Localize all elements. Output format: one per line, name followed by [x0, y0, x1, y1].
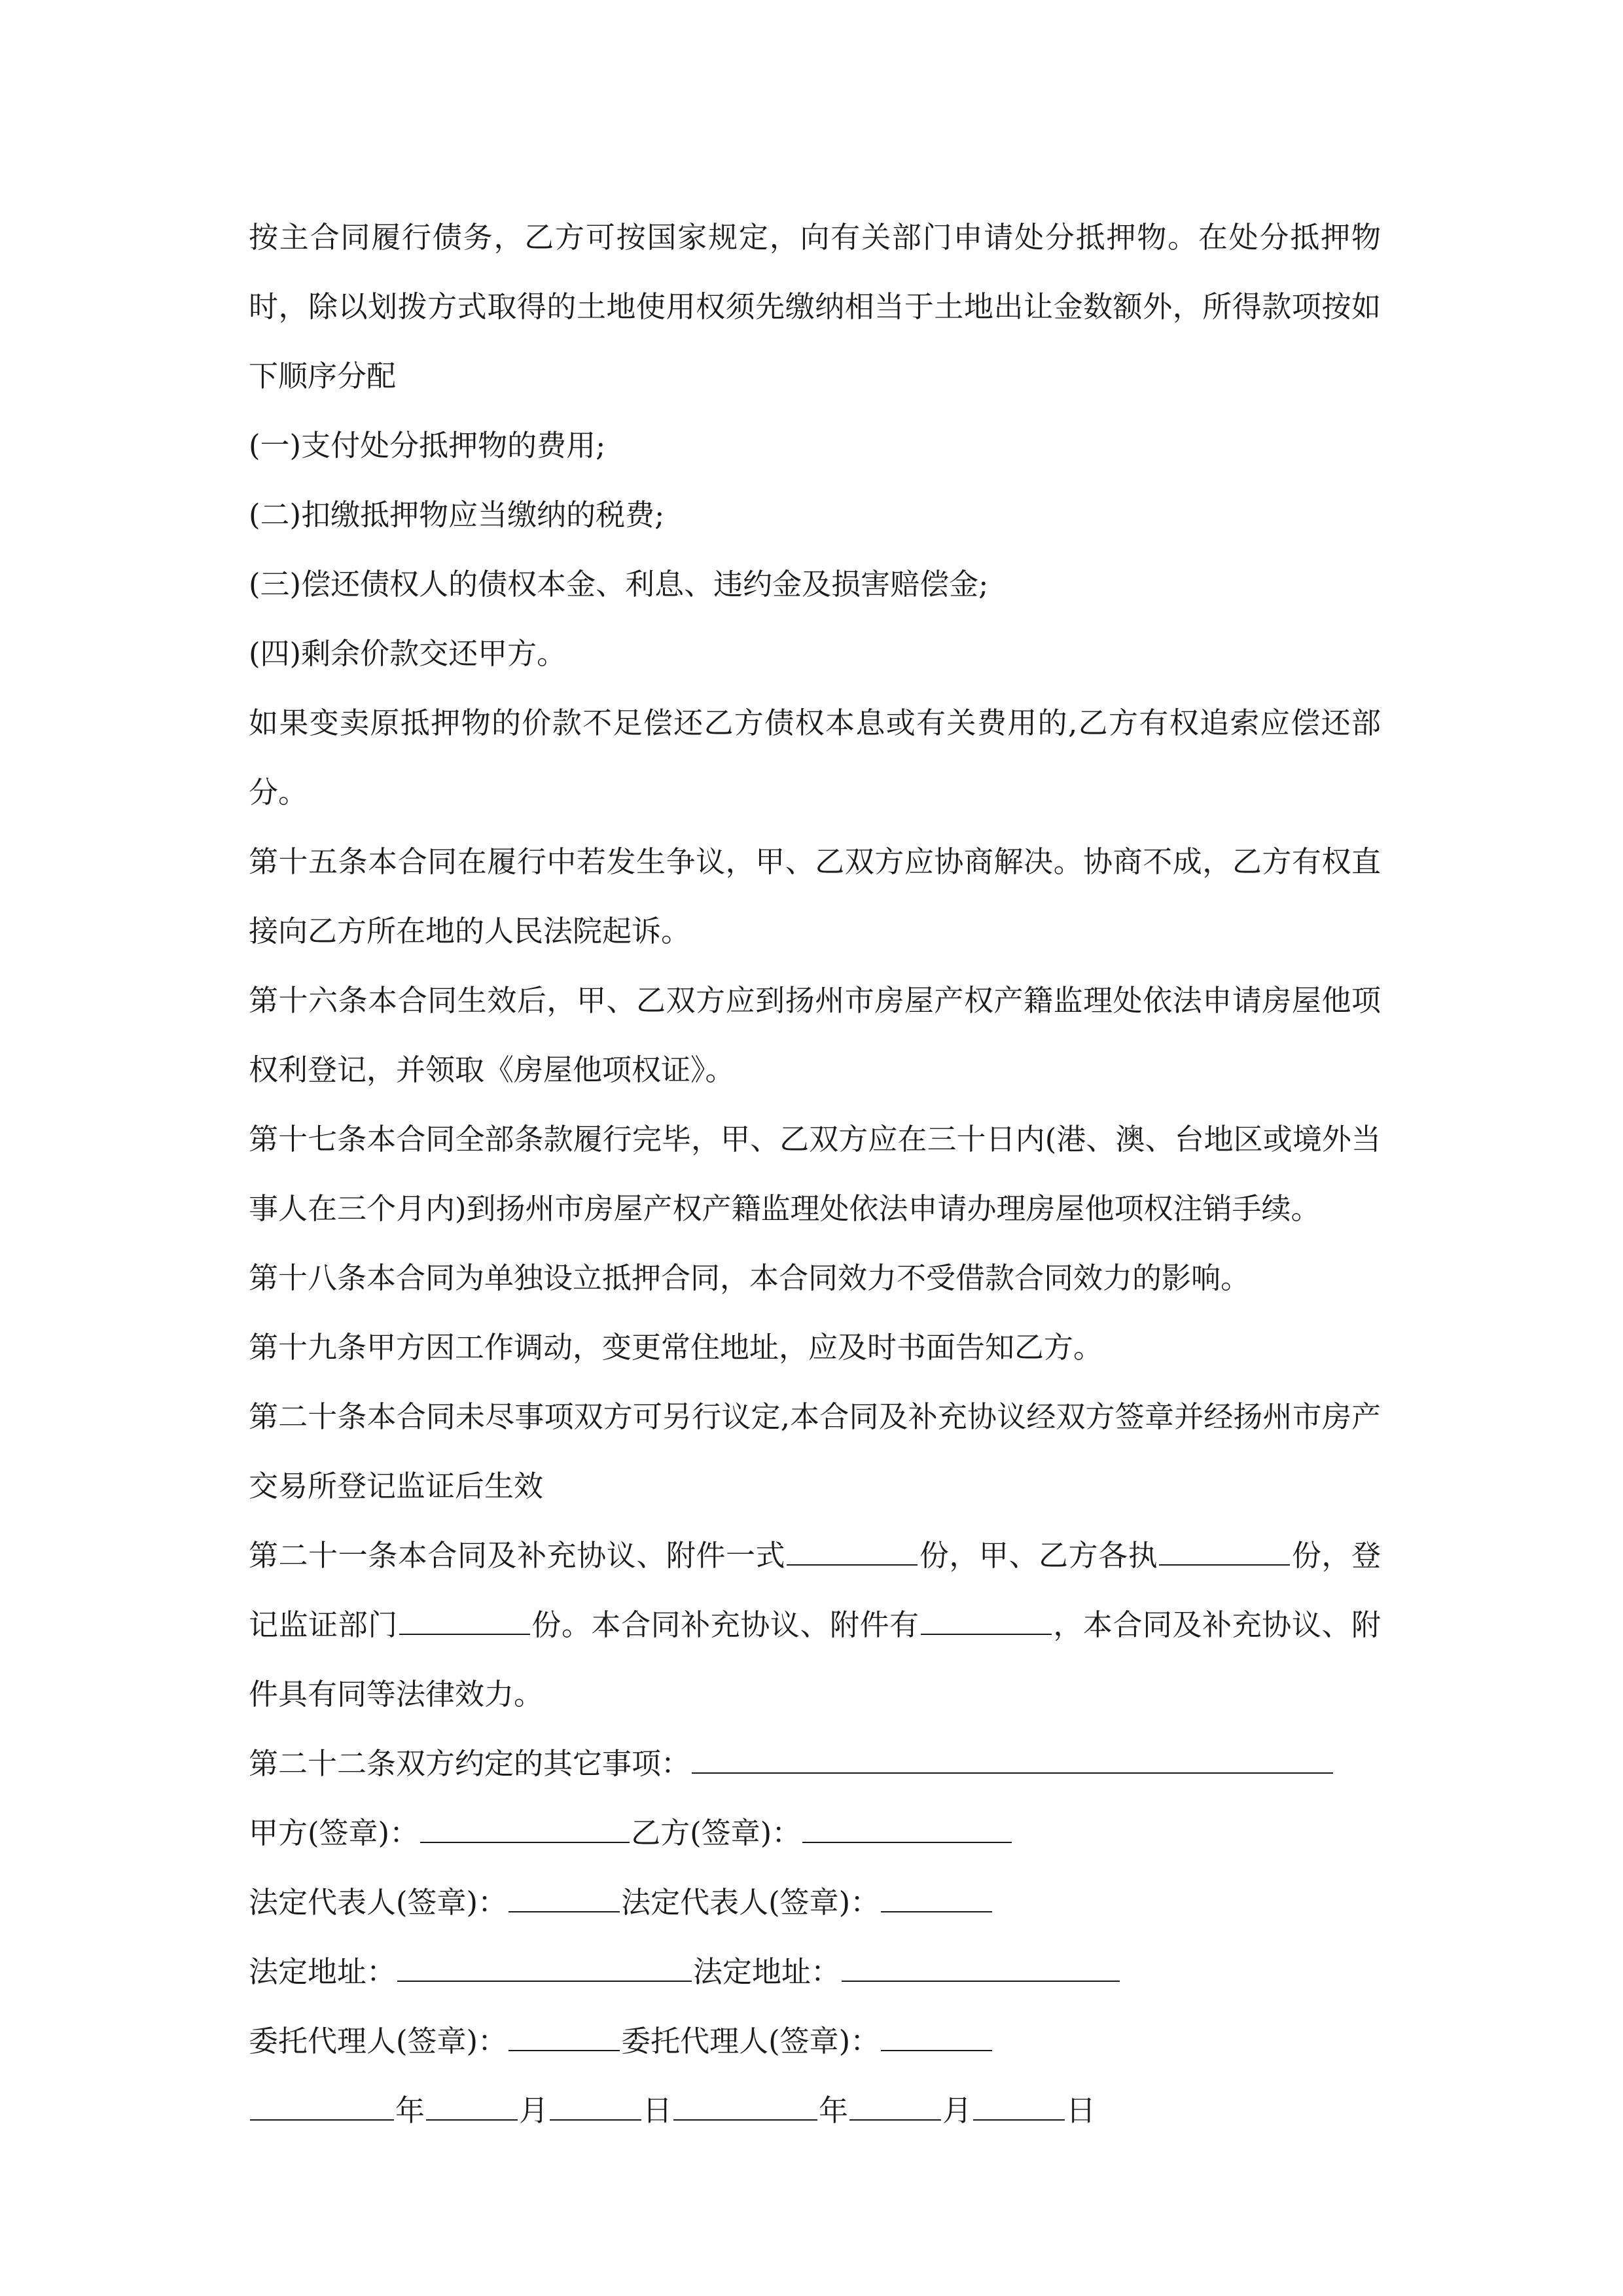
party-b-legal-rep-label: 法定代表人(签章)： [621, 1885, 880, 1920]
year-label-b: 年 [819, 2093, 849, 2128]
party-a-year-blank[interactable] [250, 2093, 394, 2121]
article-15: 第十五条本合同在履行中若发生争议，甲、乙双方应协商解决。协商不成，乙方有权直接向乙方所在地的人民法院起诉。 [249, 844, 1381, 948]
party-a-legal-rep-blank[interactable] [508, 1885, 620, 1912]
list-item-2: (二)扣缴抵押物应当缴纳的税费; [249, 497, 665, 532]
article-18: 第十八条本合同为单独设立抵押合同，本合同效力不受借款合同效力的影响。 [249, 1261, 1251, 1295]
legal-rep-row [249, 1868, 1381, 1937]
copies-total-blank[interactable] [787, 1538, 918, 1566]
article-21-text-4: 份。本合同补充协议、附件有 [531, 1607, 919, 1642]
article-21-text-1: 第二十一条本合同及补充协议、附件一式 [249, 1538, 786, 1573]
party-signature-row [249, 1799, 1381, 1868]
date-row [249, 2076, 1381, 2145]
paragraph-shortfall: 如果变卖原抵押物的价款不足偿还乙方债权本息或有关费用的,乙方有权追索应偿还部分。 [249, 706, 1381, 810]
list-item-4: (四)剩余价款交还甲方。 [249, 636, 567, 671]
party-b-legal-rep-blank[interactable] [881, 1885, 992, 1912]
party-b-agent-label: 委托代理人(签章)： [621, 2024, 880, 2058]
party-a-month-blank[interactable] [426, 2093, 518, 2121]
party-a-agent-label: 委托代理人(签章)： [249, 2024, 508, 2058]
party-a-label: 甲方(签章)： [249, 1816, 419, 1850]
party-a-address-label: 法定地址： [249, 1954, 397, 1989]
party-b-day-blank[interactable] [973, 2093, 1065, 2121]
legal-address-row [249, 1937, 1381, 2007]
article-17: 第十七条本合同全部条款履行完毕，甲、乙双方应在三十日内(港、澳、台地区或境外当事人在三个月内)到扬州市房屋产权产籍监理处依法申请办理房屋他项权注销手续。 [249, 1122, 1381, 1226]
month-label-b: 月 [942, 2093, 972, 2128]
party-a-legal-rep-label: 法定代表人(签章)： [249, 1885, 508, 1920]
article-19: 第十九条甲方因工作调动，变更常住地址，应及时书面告知乙方。 [249, 1330, 1103, 1365]
party-a-day-blank[interactable] [550, 2093, 641, 2121]
party-a-address-blank[interactable] [397, 1954, 692, 1982]
article-20: 第二十条本合同未尽事项双方可另行议定,本合同及补充协议经双方签章并经扬州市房产交易所登记监证后生效 [249, 1399, 1381, 1503]
day-label-b: 日 [1066, 2093, 1096, 2128]
paragraph-disposal-order: 按主合同履行债务，乙方可按国家规定，向有关部门申请处分抵押物。在处分抵押物时，除以划拨方式取得的土地使用权须先缴纳相当于土地出让金数额外，所得款项按如下顺序分配 [249, 220, 1381, 393]
article-22 [249, 1729, 1381, 1799]
party-b-agent-blank[interactable] [881, 2024, 992, 2051]
year-label-a: 年 [395, 2093, 425, 2128]
copies-registry-blank[interactable] [399, 1607, 530, 1635]
article-21 [249, 1521, 1381, 1729]
article-16: 第十六条本合同生效后，甲、乙双方应到扬州市房屋产权产籍监理处依法申请房屋他项权利登记，并领取《房屋他项权证》。 [249, 983, 1381, 1087]
attachments-blank[interactable] [921, 1607, 1052, 1635]
party-b-address-label: 法定地址： [693, 1954, 841, 1989]
list-item-1: (一)支付处分抵押物的费用; [249, 428, 606, 463]
article-21-text-3: 份，登记监证部门 [249, 1538, 1381, 1642]
party-a-agent-blank[interactable] [508, 2024, 620, 2051]
day-label-a: 日 [643, 2093, 673, 2128]
party-b-month-blank[interactable] [849, 2093, 941, 2121]
article-22-text: 第二十二条双方约定的其它事项： [249, 1746, 691, 1781]
copies-each-party-blank[interactable] [1159, 1538, 1290, 1566]
article-21-text-5: ，本合同及补充协议、附件具有同等法律效力。 [249, 1607, 1381, 1712]
party-a-signature-blank[interactable] [420, 1816, 630, 1843]
article-21-text-2: 份，甲、乙方各执 [919, 1538, 1158, 1573]
list-item-3: (三)偿还债权人的债权本金、利息、违约金及损害赔偿金; [249, 567, 989, 601]
month-label-a: 月 [519, 2093, 549, 2128]
contract-page [249, 203, 1381, 2145]
other-matters-blank[interactable] [692, 1746, 1333, 1774]
party-b-signature-blank[interactable] [802, 1816, 1012, 1843]
party-b-label: 乙方(签章)： [631, 1816, 802, 1850]
party-b-address-blank[interactable] [842, 1954, 1120, 1982]
party-b-year-blank[interactable] [673, 2093, 817, 2121]
agent-row [249, 2007, 1381, 2076]
